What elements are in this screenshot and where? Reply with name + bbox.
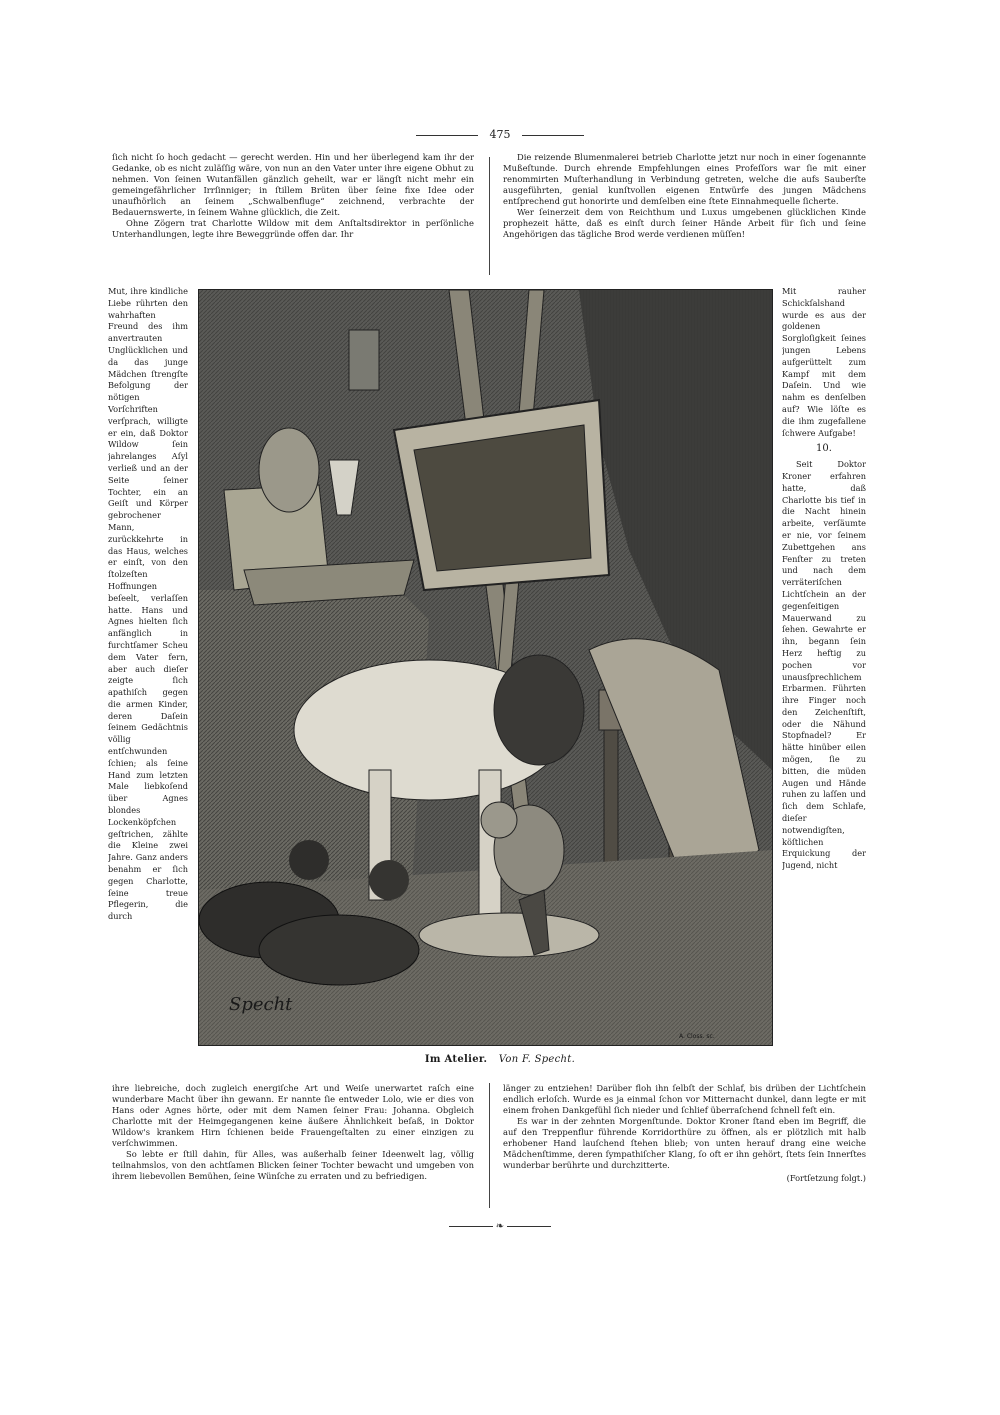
engraver-signature: A. Closs. sc. <box>679 1033 715 1040</box>
paragraph: So lebte er ſtill dahin, für Alles, was außerhalb ſeiner Ideenwelt lag, völlig teilnahmslos, von den achtſamen Blicken ſeiner Tochter bewacht und umgeben von ihrem liebevollen Bemühen, ſeine Wünſche zu erraten und zu befriedigen. <box>112 1149 474 1181</box>
continued-note: (Fortſetzung folgt.) <box>786 1173 866 1183</box>
paragraph: Die reizende Blumenmalerei betrieb Charlotte jetzt nur noch in einer ſogenannte Mußeſtunde. Durch ehrende Empfehlungen eines Profeſſors war ſie mit einer renommirten Muſterhandlung in Verbindung getreten, welche die aufs Sauberſte ausgeführten, genial kunſtvollen eigenen Entwürfe des jungen Mädchens entſprechend gut honorirte und demſelben eine ſtete Einnahmequelle ſicherte. <box>503 152 866 206</box>
caption-author: Von F. Specht. <box>498 1054 576 1065</box>
artist-signature: Specht <box>229 994 293 1015</box>
ornament-icon: ❧ <box>495 1221 505 1232</box>
paragraph: Wer ſeinerzeit dem von Reichthum und Luxus umgebenen glücklichen Kinde prophezeit hätte, daß es einſt durch ſeiner Hände Arbeit für ſich und ſeine Angehörigen das tägliche Brod werde verdienen müſſen! <box>503 207 866 239</box>
illustration-caption <box>300 1054 700 1065</box>
section-number: 10. <box>816 443 832 455</box>
column-narrow-right <box>782 286 866 1066</box>
column-narrow-left <box>108 286 188 1066</box>
paragraph: Es war in der zehnten Morgenſtunde. Doktor Kroner ſtand eben im Begriff, die auf den Treppenflur führende Korridorthüre zu öffnen, als er plötzlich mit halb erhobener Hand lauſchend ſtehen blieb; von unten herauf drang eine weiche Mädchenſtimme, deren ſympathiſcher Klang, ſo oft er ihn gehört, ſtets ſein Innerſtes wunderbar berührte und durchzitterte. <box>503 1116 866 1170</box>
column-bottom-left <box>112 1083 474 1211</box>
folio-rule-left <box>416 135 478 136</box>
ornament-rule-right <box>507 1226 551 1227</box>
column-top-left <box>112 152 474 279</box>
paragraph: ihre liebreiche, doch zugleich energiſche Art und Weiſe unerwartet raſch eine wunderbare Macht über ihn gewann. Er nannte ſie entweder Lolo, wie er dies von Hans oder Agnes hörte, oder mit dem Namen ſeiner Frau: Johanna. Obgleich Charlotte mit der Heimgegangenen keine äußere Ähnlichkeit beſaß, in Doktor Wildow's krankem Hirn ſchienen beide Frauengeſtalten zu einer einzigen zu verſchwimmen. <box>112 1083 474 1148</box>
paragraph: länger zu entziehen! Darüber floh ihn ſelbſt der Schlaf, bis drüben der Lichtſchein endlich erloſch. Wurde es ja einmal ſchon vor Mitternacht dunkel, dann legte er mit einem frohen Dankgefühl ſich nieder und ſchlief überraſchend ſchnell feſt ein. <box>503 1083 866 1115</box>
engraving-artwork <box>199 290 772 1045</box>
page-number <box>0 128 1000 141</box>
paragraph: Mut, ihre kindliche Liebe rührten den wahrhaften Freund des ihm anvertrauten Unglücklichen und da das junge Mädchen ſtrengſte Befolgung der nötigen Vorſchriften verſprach, willigte er ein, daß Doktor Wildow ſein jahrelanges Aſyl verließ und an der Seite ſeiner Tochter, ein an Geiſt und Körper gebrochener Mann, zurückkehrte in das Haus, welches er einſt, von den ſtolzeſten Hoffnungen beſeelt, verlaſſen hatte. Hans und Agnes hielten ſich anfänglich in furchtſamer Scheu dem Vater fern, aber auch dieſer zeigte ſich apathiſch gegen die armen Kinder, deren Daſein ſeinem Gedächtnis völlig entſchwunden ſchien; als ſeine Hand zum letzten Male liebkoſend über Agnes blondes Lockenköpfchen geſtrichen, zählte die Kleine zwei Jahre. Ganz anders benahm er ſich gegen Charlotte, ſeine treue Pflegerin, die durch <box>108 286 188 922</box>
end-ornament <box>0 1221 1000 1232</box>
engraving-illustration <box>198 289 773 1046</box>
column-divider <box>489 157 490 275</box>
paragraph: Seit Doktor Kroner erfahren hatte, daß Charlotte bis tief in die Nacht hinein arbeite, verſäumte er nie, vor ſeinem Zubettgehen ans Fenſter zu treten und nach dem verräteriſchen Lichtſchein an der gegenſeitigen Mauerwand zu ſehen. Gewahrte er ihn, begann ſein Herz heftig zu pochen vor unausſprechlichem Erbarmen. Führten ihre Finger noch den Zeichenſtift, oder die Nähund Stopfnadel? Er hätte hinüber eilen mögen, ſie zu bitten, die müden Augen und Hände ruhen zu laſſen und ſich dem Schlafe, dieſer notwendigſten, köſtlichen Erquickung der Jugend, nicht <box>782 459 866 871</box>
caption-title: Im Atelier. <box>424 1054 488 1065</box>
ornament-rule-left <box>449 1226 493 1227</box>
paragraph: Ohne Zögern trat Charlotte Wildow mit dem Anſtaltsdirektor in perſönliche Unterhandlungen, legte ihre Beweggründe offen dar. Ihr <box>112 218 474 239</box>
framed-painting <box>394 400 609 590</box>
column-bottom-right <box>503 1083 866 1213</box>
column-top-right <box>503 152 866 279</box>
column-divider <box>489 1083 490 1208</box>
paragraph: ſich nicht ſo hoch gedacht — gerecht werden. Hin und her überlegend kam ihr der Gedanke, ob es nicht zuläſſig wäre, von nun an den Vater unter ihre eigene Obhut zu nehmen. Von ſeinen Wutanfällen gänzlich geheilt, war er längſt nicht mehr ein gemeingefährlicher Irrſinniger; in ſtillem Brüten über ſeine fixe Idee oder unaufhörlich an ſeinem „Schwalbenfluge“ zeichnend, verbrachte der Bedauernswerte, in ſeinem Wahne glücklich, die Zeit. <box>112 152 474 217</box>
paragraph: Mit rauher Schickſalshand wurde es aus der goldenen Sorgloſigkeit ſeines jungen Lebens aufgerüttelt zum Kampf mit dem Daſein. Und wie nahm es denſelben auf? Wie löſte es die ihm zugefallene ſchwere Aufgabe! <box>782 286 866 438</box>
folio-rule-right <box>522 135 584 136</box>
page-number-text: 475 <box>489 128 511 141</box>
